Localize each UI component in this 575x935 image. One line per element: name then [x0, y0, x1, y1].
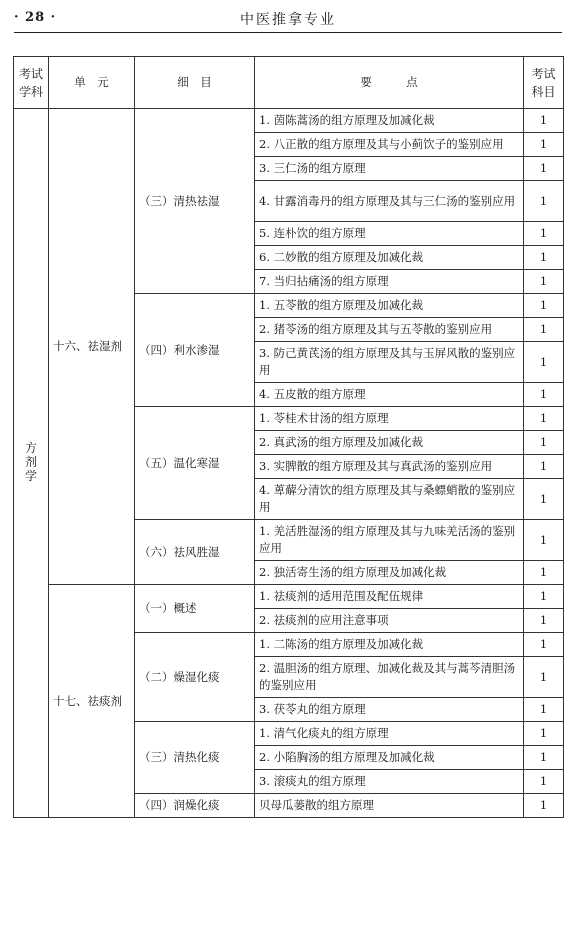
col-header-unit: 单 元 [49, 57, 135, 109]
col-header-level [524, 57, 564, 109]
table-row [14, 585, 564, 609]
point-cell: 3. 滚痰丸的组方原理 [255, 770, 524, 794]
point-cell: 3. 茯苓丸的组方原理 [255, 698, 524, 722]
level-cell: 1 [524, 222, 564, 246]
level-cell: 1 [524, 794, 564, 818]
level-cell: 1 [524, 633, 564, 657]
col-header-points: 要 点 [255, 57, 524, 109]
point-cell: 2. 八正散的组方原理及其与小蓟饮子的鉴别应用 [255, 133, 524, 157]
point-cell: 1. 五苓散的组方原理及加减化裁 [255, 294, 524, 318]
point-cell: 1. 苓桂术甘汤的组方原理 [255, 407, 524, 431]
point-cell: 2. 猪苓汤的组方原理及其与五苓散的鉴别应用 [255, 318, 524, 342]
point-cell: 1. 茵陈蒿汤的组方原理及加减化裁 [255, 109, 524, 133]
detail-cell: （四）润燥化痰 [135, 794, 255, 818]
point-cell: 2. 独活寄生汤的组方原理及加减化裁 [255, 561, 524, 585]
unit-cell: 十七、祛痰剂 [49, 585, 135, 818]
level-cell: 1 [524, 431, 564, 455]
level-cell: 1 [524, 746, 564, 770]
detail-cell: （一）概述 [135, 585, 255, 633]
level-cell: 1 [524, 455, 564, 479]
point-cell: 2. 祛痰剂的应用注意事项 [255, 609, 524, 633]
col-header-detail: 细 目 [135, 57, 255, 109]
point-cell: 3. 三仁汤的组方原理 [255, 157, 524, 181]
level-cell: 1 [524, 585, 564, 609]
point-cell: 4. 甘露消毒丹的组方原理及其与三仁汤的鉴别应用 [255, 181, 524, 222]
level-cell: 1 [524, 133, 564, 157]
point-cell: 7. 当归拈痛汤的组方原理 [255, 270, 524, 294]
page-header [14, 8, 562, 28]
point-cell: 3. 防己黄芪汤的组方原理及其与玉屏风散的鉴别应用 [255, 342, 524, 383]
level-cell: 1 [524, 318, 564, 342]
point-cell: 1. 清气化痰丸的组方原理 [255, 722, 524, 746]
unit-cell: 十六、祛湿剂 [49, 109, 135, 585]
syllabus-table [13, 56, 564, 818]
point-cell: 2. 真武汤的组方原理及加减化裁 [255, 431, 524, 455]
level-cell: 1 [524, 246, 564, 270]
point-cell: 4. 五皮散的组方原理 [255, 383, 524, 407]
level-cell: 1 [524, 770, 564, 794]
level-cell: 1 [524, 520, 564, 561]
page-number: · 28 · [14, 10, 57, 25]
level-cell: 1 [524, 181, 564, 222]
level-cell: 1 [524, 407, 564, 431]
point-cell: 2. 小陷胸汤的组方原理及加减化裁 [255, 746, 524, 770]
point-cell: 2. 温胆汤的组方原理、加减化裁及其与蒿芩清胆汤的鉴别应用 [255, 657, 524, 698]
point-cell: 1. 二陈汤的组方原理及加减化裁 [255, 633, 524, 657]
level-cell: 1 [524, 342, 564, 383]
header-rule [14, 32, 562, 33]
detail-cell: （五）温化寒湿 [135, 407, 255, 520]
level-cell: 1 [524, 698, 564, 722]
level-cell: 1 [524, 722, 564, 746]
level-cell: 1 [524, 609, 564, 633]
col-header-subject-text: 考试学科 [18, 66, 43, 99]
page-title: 中医推拿专业 [240, 12, 336, 28]
level-cell: 1 [524, 294, 564, 318]
detail-cell: （二）燥湿化痰 [135, 633, 255, 722]
table-row [14, 109, 564, 133]
level-cell: 1 [524, 561, 564, 585]
point-cell: 6. 二妙散的组方原理及加减化裁 [255, 246, 524, 270]
detail-cell: （三）清热祛湿 [135, 109, 255, 294]
point-cell: 贝母瓜蒌散的组方原理 [255, 794, 524, 818]
detail-cell: （四）利水渗湿 [135, 294, 255, 407]
level-cell: 1 [524, 270, 564, 294]
col-header-subject [14, 57, 49, 109]
col-header-level-text: 考试科目 [531, 66, 556, 99]
subject-cell [14, 109, 49, 818]
level-cell: 1 [524, 657, 564, 698]
point-cell: 1. 羌活胜湿汤的组方原理及其与九味羌活汤的鉴别应用 [255, 520, 524, 561]
level-cell: 1 [524, 383, 564, 407]
detail-cell: （六）祛风胜湿 [135, 520, 255, 585]
subject-name: 方剂学 [25, 441, 38, 483]
point-cell: 5. 连朴饮的组方原理 [255, 222, 524, 246]
detail-cell: （三）清热化痰 [135, 722, 255, 794]
level-cell: 1 [524, 157, 564, 181]
table-header-row [14, 57, 564, 109]
point-cell: 3. 实脾散的组方原理及其与真武汤的鉴别应用 [255, 455, 524, 479]
level-cell: 1 [524, 109, 564, 133]
point-cell: 4. 萆薢分清饮的组方原理及其与桑螵蛸散的鉴别应用 [255, 479, 524, 520]
point-cell: 1. 祛痰剂的适用范围及配伍规律 [255, 585, 524, 609]
level-cell: 1 [524, 479, 564, 520]
